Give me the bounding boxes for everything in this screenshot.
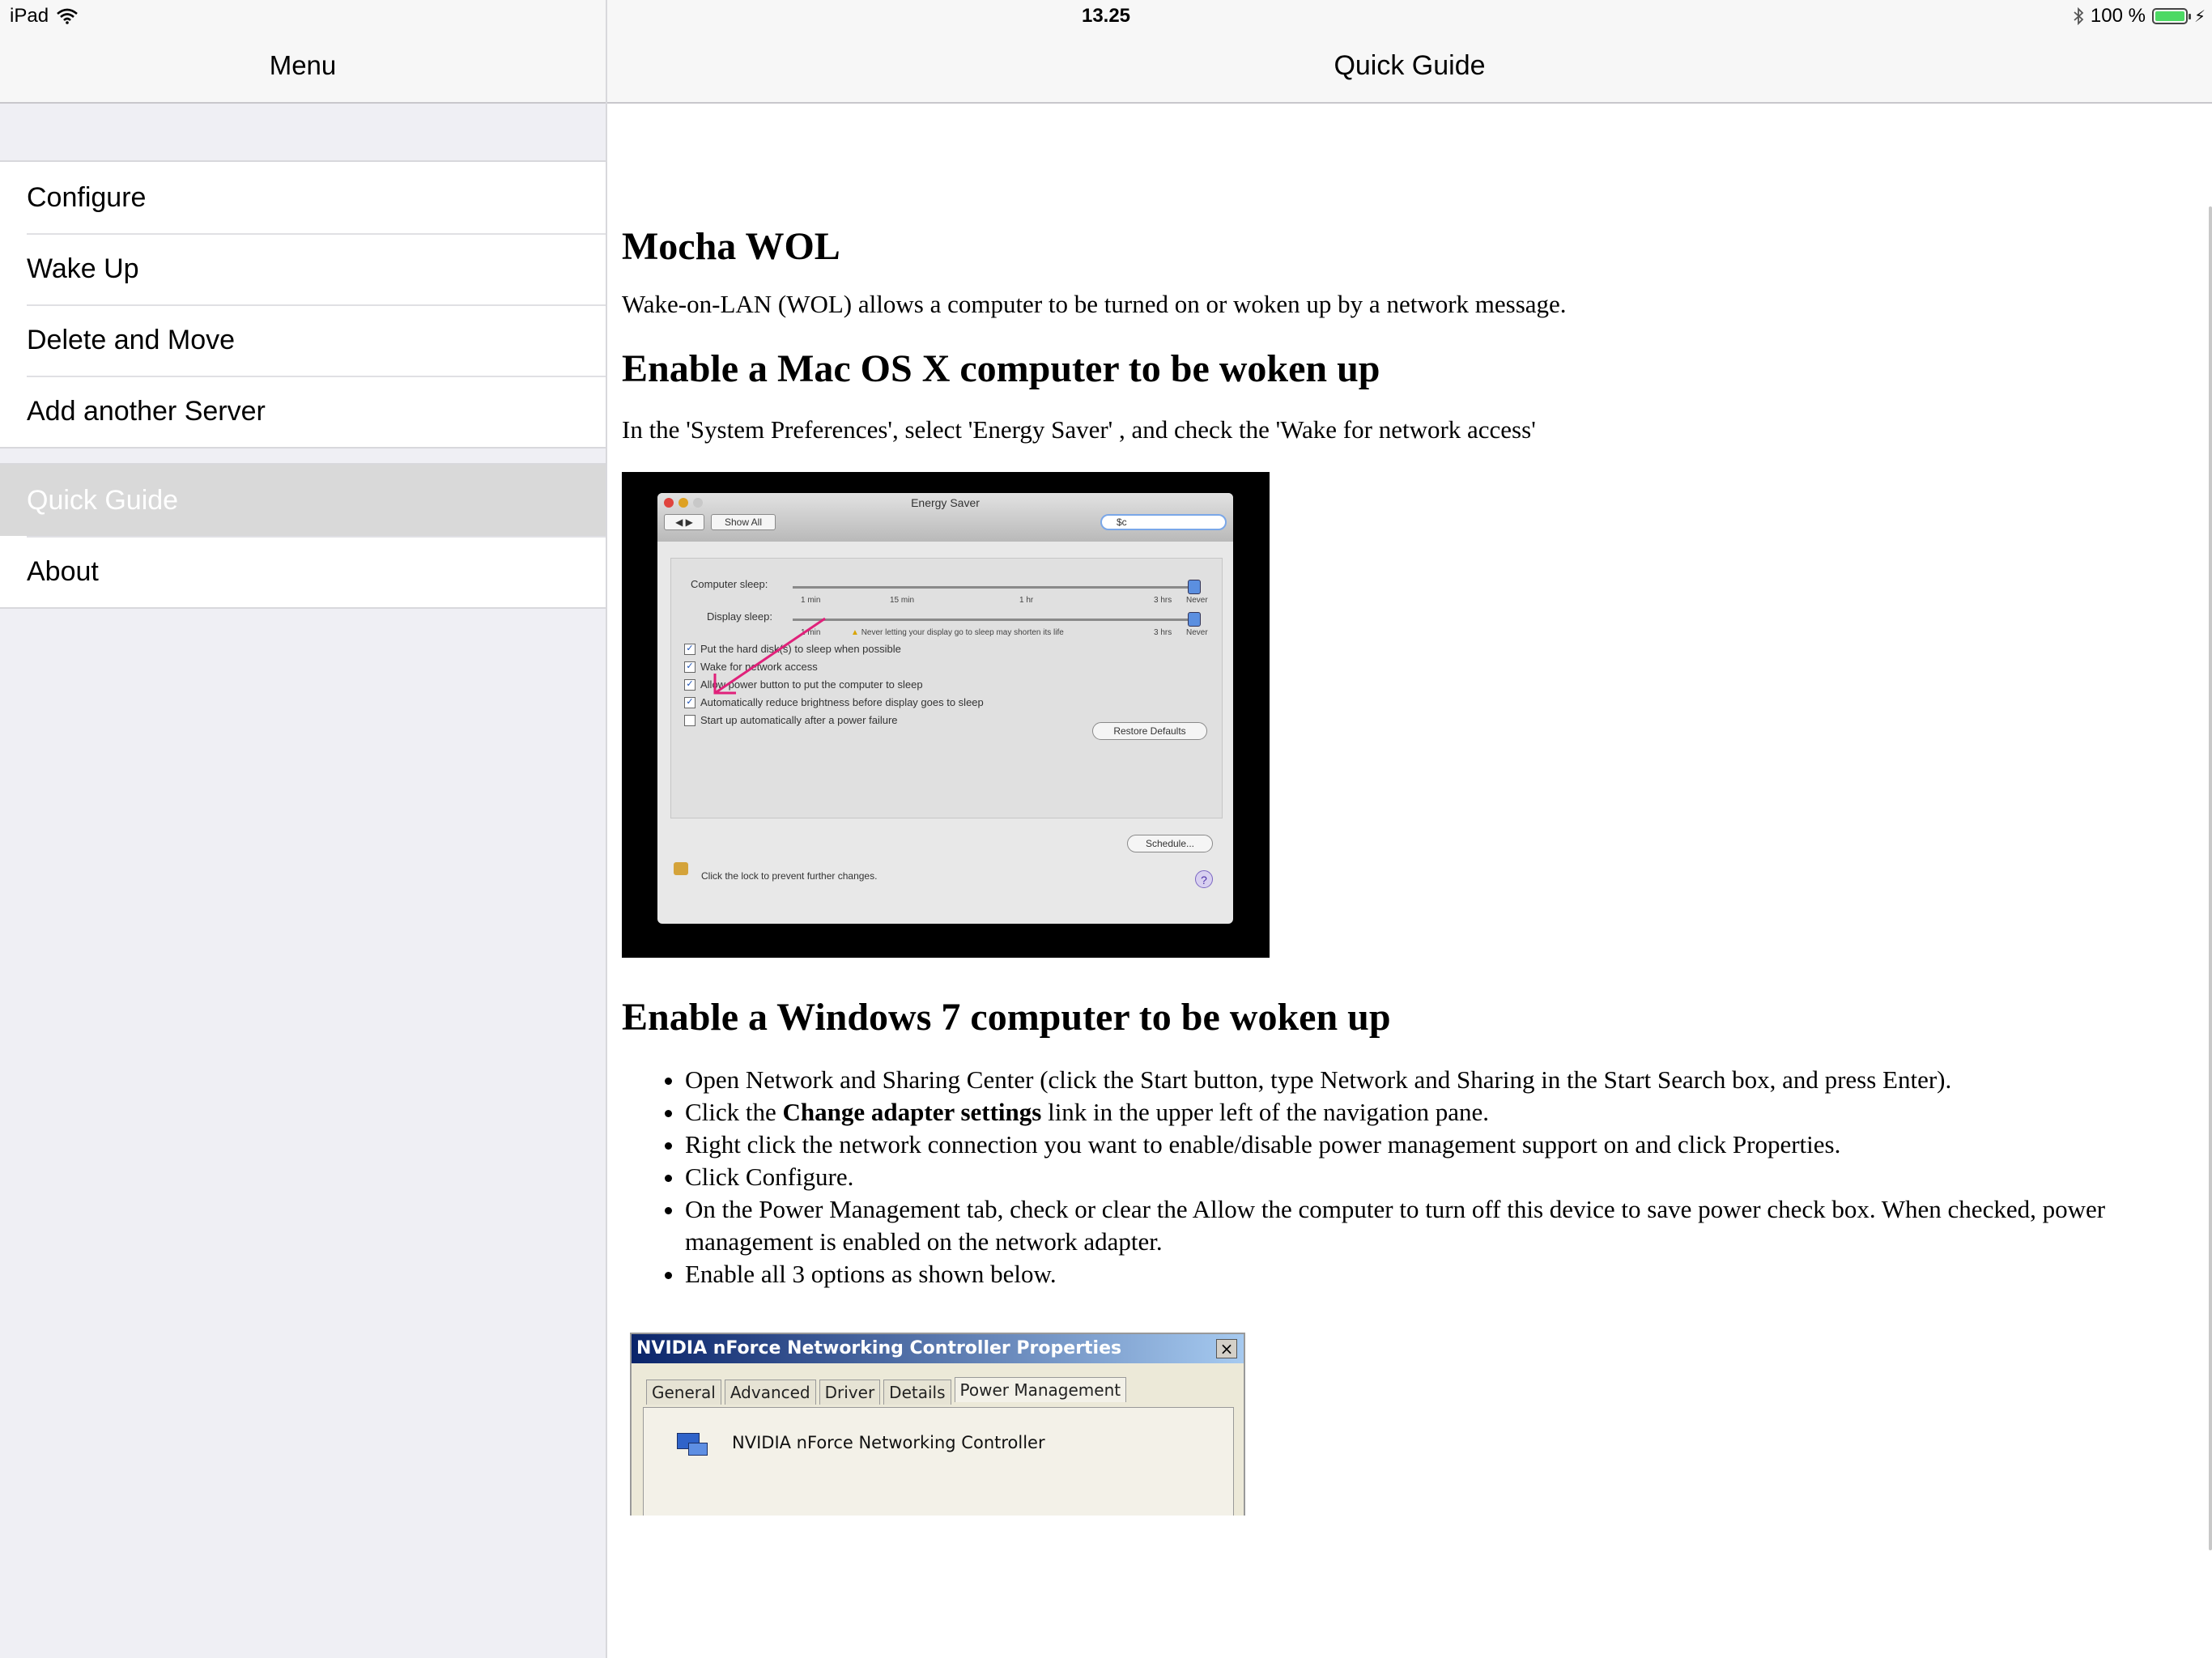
display-tick-3hrs: 3 hrs: [1154, 628, 1172, 637]
scroll-indicator[interactable]: [2209, 206, 2212, 1550]
computer-sleep-knob: [1188, 580, 1201, 594]
warning-icon: ▲: [851, 628, 861, 637]
step-item: • On the Power Management tab, check or clear the Allow the computer to turn off this device to save power check box. When checked, power management is enabled on the network adapter.: [685, 1193, 2193, 1258]
menu-item-add-another-server[interactable]: Add another Server: [0, 376, 606, 447]
menu-group-main: [0, 160, 606, 449]
battery-icon: [2152, 8, 2188, 24]
restore-defaults-button: Restore Defaults: [1092, 722, 1207, 740]
computer-sleep-label: Computer sleep:: [691, 578, 768, 590]
checkbox-label: Automatically reduce brightness before display goes to sleep: [700, 696, 984, 708]
checkbox-label: Wake for network access: [700, 661, 818, 673]
checkbox-label: Allow power button to put the computer to sleep: [700, 678, 923, 691]
tab-general: General: [646, 1380, 721, 1405]
step-item: • Enable all 3 options as shown below.: [685, 1258, 2193, 1290]
mac-instruction: In the 'System Preferences', select 'Energy Saver' , and check the 'Wake for network access': [622, 415, 1536, 444]
bluetooth-icon: [2073, 7, 2084, 25]
checkbox-checked-icon: ✓: [684, 697, 696, 708]
tab-details: Details: [883, 1380, 951, 1405]
step-bold-text: Change adapter settings: [782, 1098, 1042, 1126]
energy-saver-panel: [670, 558, 1223, 818]
battery-percent: 100 %: [2090, 5, 2146, 27]
tab-driver: Driver: [819, 1380, 881, 1405]
step-item: • Click Configure.: [685, 1161, 2193, 1193]
menu-item-quick-guide[interactable]: Quick Guide: [0, 465, 606, 536]
detail-pane: [607, 0, 2212, 1658]
nic-properties-screenshot: [630, 1333, 1245, 1516]
menu-item-configure[interactable]: Configure: [0, 162, 606, 233]
step-item: [685, 1096, 2193, 1129]
status-right: [2073, 5, 2206, 28]
guide-heading: Mocha WOL: [622, 225, 840, 268]
pink-arrow-icon: [704, 615, 833, 704]
device-label: iPad: [10, 5, 49, 27]
checkbox-checked-icon: ✓: [684, 644, 696, 655]
close-icon: ×: [1216, 1339, 1237, 1358]
schedule-button: Schedule...: [1127, 835, 1213, 852]
tick-1hr: 1 hr: [1019, 596, 1034, 605]
lock-icon: [674, 862, 688, 875]
tab-power-management: Power Management: [955, 1377, 1127, 1402]
detail-title: Quick Guide: [1334, 50, 1486, 81]
network-adapter-icon: [677, 1430, 708, 1456]
charging-bolt-icon: ⚡: [2193, 7, 2206, 26]
tick-never: Never: [1186, 596, 1208, 605]
checkbox-start-after-power-failure: [684, 714, 898, 726]
mac-heading: Enable a Mac OS X computer to be woken up: [622, 347, 1380, 390]
energy-saver-title: Energy Saver: [911, 496, 980, 509]
display-sleep-slider: [793, 619, 1197, 621]
windows-steps: [622, 1064, 2193, 1290]
energy-saver-window: [657, 493, 1233, 924]
menu-group-info: [0, 463, 606, 609]
prefs-search-field: [1100, 514, 1227, 530]
checkbox-label: Put the hard disk(s) to sleep when possible: [700, 643, 901, 655]
status-bar: [0, 0, 2212, 32]
computer-sleep-slider: [793, 586, 1197, 589]
checkbox-checked-icon: ✓: [684, 661, 696, 673]
sidebar-title: Menu: [269, 50, 337, 80]
display-tick-1min: 1 min: [801, 628, 821, 637]
checkbox-unchecked-icon: [684, 715, 696, 726]
nic-dialog-title: NVIDIA nForce Networking Controller Properties: [632, 1334, 1244, 1363]
tick-15min: 15 min: [890, 596, 915, 605]
step-text: link in the upper left of the navigation pane.: [1041, 1098, 1489, 1126]
step-text: Click the: [685, 1098, 783, 1126]
energy-saver-screenshot: [622, 472, 1270, 958]
step-item: • Right click the network connection you want to enable/disable power management support on and click Properties.: [685, 1129, 2193, 1161]
tick-3hrs: 3 hrs: [1154, 596, 1172, 605]
nic-tab-panel: [643, 1407, 1234, 1516]
display-tick-never: Never: [1186, 628, 1208, 637]
menu-item-about[interactable]: About: [0, 536, 606, 607]
guide-intro: Wake-on-LAN (WOL) allows a computer to be turned on or woken up by a network message.: [622, 290, 1567, 318]
help-icon: ?: [1195, 870, 1213, 888]
display-warning: [851, 628, 1064, 637]
checkbox-label: Start up automatically after a power failure: [700, 714, 898, 726]
windows-heading: Enable a Windows 7 computer to be woken up: [622, 996, 1391, 1039]
device-name: NVIDIA nForce Networking Controller: [732, 1433, 1045, 1452]
energy-saver-titlebar: [657, 493, 1233, 542]
back-forward-icon: ◀ ▶: [664, 514, 704, 530]
tick-1min: 1 min: [801, 596, 821, 605]
display-sleep-knob: [1188, 612, 1201, 627]
step-item: • Open Network and Sharing Center (click the Start button, type Network and Sharing in the Start Search box, and press Enter).: [685, 1064, 2193, 1096]
menu-item-wake-up[interactable]: Wake Up: [0, 233, 606, 304]
lock-text: Click the lock to prevent further changes.: [701, 870, 878, 882]
nic-tabs: [646, 1380, 1126, 1405]
prefs-search-value: $c: [1117, 517, 1127, 528]
show-all-button: Show All: [711, 514, 776, 530]
menu-item-delete-and-move[interactable]: Delete and Move: [0, 304, 606, 376]
tab-advanced: Advanced: [725, 1380, 816, 1405]
display-sleep-label: Display sleep:: [707, 610, 772, 623]
sidebar: [0, 0, 607, 1658]
display-warning-text: Never letting your display go to sleep may shorten its life: [861, 628, 1064, 637]
checkbox-checked-icon: ✓: [684, 679, 696, 691]
status-time: 13.25: [1081, 5, 1131, 27]
guide-webview[interactable]: [622, 206, 2193, 1516]
